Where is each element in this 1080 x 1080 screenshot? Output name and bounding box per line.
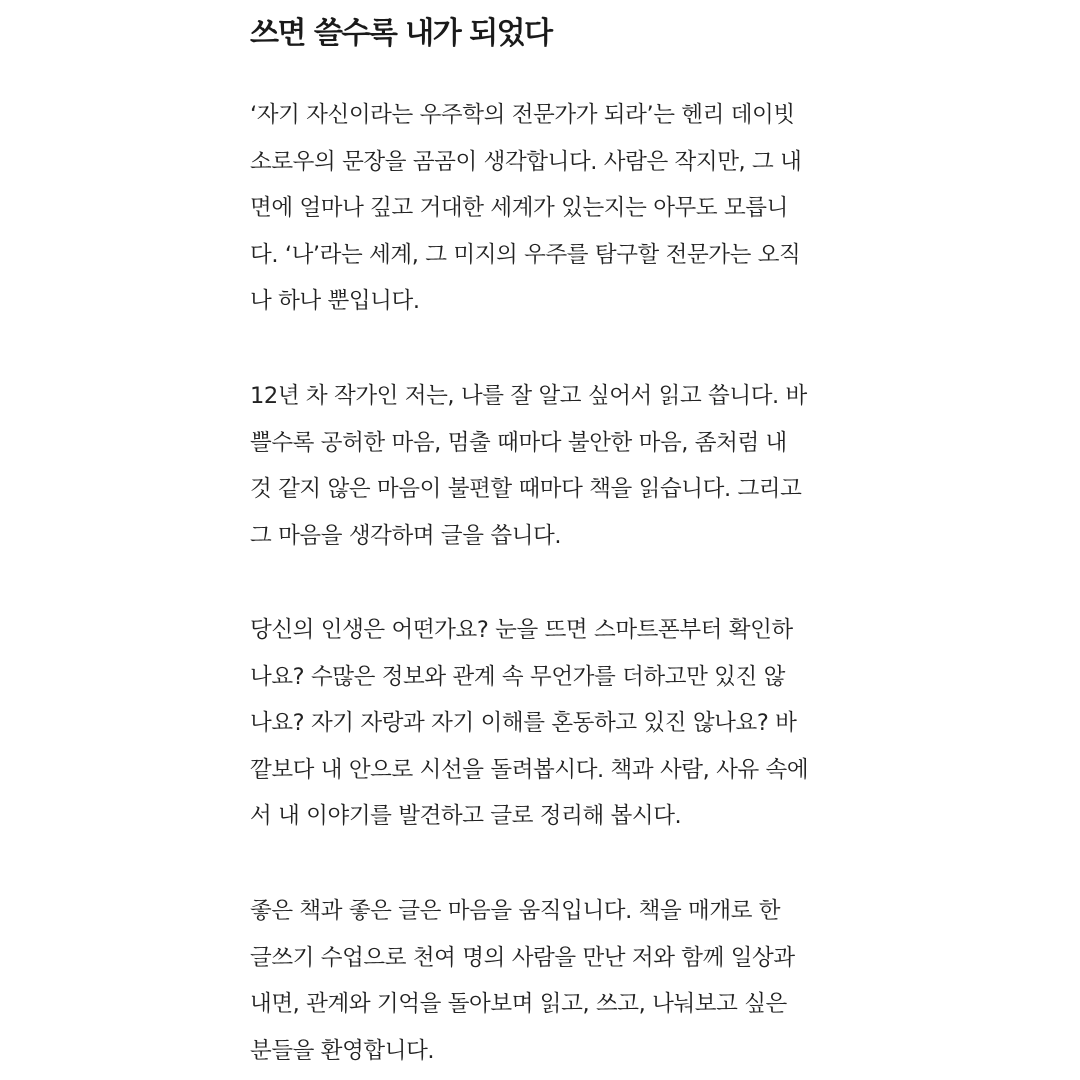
paragraph-thoreau-quote — [250, 92, 801, 325]
paragraph-line: 소로우의 문장을 곰곰이 생각합니다. 사람은 작지만, 그 내 — [250, 148, 802, 175]
paragraph-line: 분들을 환영합니다. — [250, 1037, 435, 1064]
paragraph-author-intro — [250, 373, 807, 559]
paragraph-line: 면에 얼마나 깊고 거대한 세계가 있는지는 아무도 모릅니 — [250, 195, 788, 221]
paragraph-line: 다. ‘나’라는 세계, 그 미지의 우주를 탐구할 전문가는 오직 — [250, 241, 801, 268]
paragraph-line: 12년 차 작가인 저는, 나를 잘 알고 싶어서 읽고 씁니다. 바 — [250, 383, 807, 409]
paragraph-line: 나 하나 뿐입니다. — [250, 288, 420, 314]
paragraph-line: 나요? 수많은 정보와 관계 속 무언가를 더하고만 있진 않 — [250, 663, 785, 690]
paragraph-line: ‘자기 자신이라는 우주학의 전문가가 되라’는 헨리 데이빗 — [250, 102, 795, 128]
paragraph-line: 것 같지 않은 마음이 불편할 때마다 책을 읽습니다. 그리고 — [250, 476, 802, 502]
paragraph-line: 당신의 인생은 어떤가요? 눈을 뜨면 스마트폰부터 확인하 — [250, 617, 793, 643]
paragraph-line: 쁠수록 공허한 마음, 멈출 때마다 불안한 마음, 좀처럼 내 — [250, 429, 787, 456]
paragraph-line: 글쓰기 수업으로 천여 명의 사람을 만난 저와 함께 일상과 — [250, 944, 795, 971]
paragraph-line: 서 내 이야기를 발견하고 글로 정리해 봅시다. — [250, 803, 682, 829]
article-title: 쓰면 쓸수록 내가 되었다 — [250, 16, 552, 51]
paragraph-line: 그 마음을 생각하며 글을 씁니다. — [250, 522, 562, 549]
paragraph-line: 깥보다 내 안으로 시선을 돌려봅시다. 책과 사람, 사유 속에 — [250, 756, 809, 783]
paragraph-line: 좋은 책과 좋은 글은 마음을 움직입니다. 책을 매개로 한 — [250, 898, 781, 924]
paragraph-line: 나요? 자기 자랑과 자기 이해를 혼동하고 있진 않나요? 바 — [250, 710, 797, 736]
paragraph-invitation — [250, 888, 795, 1074]
paragraph-reader-questions — [250, 607, 808, 840]
paragraph-line: 내면, 관계와 기억을 돌아보며 읽고, 쓰고, 나눠보고 싶은 — [250, 991, 787, 1017]
